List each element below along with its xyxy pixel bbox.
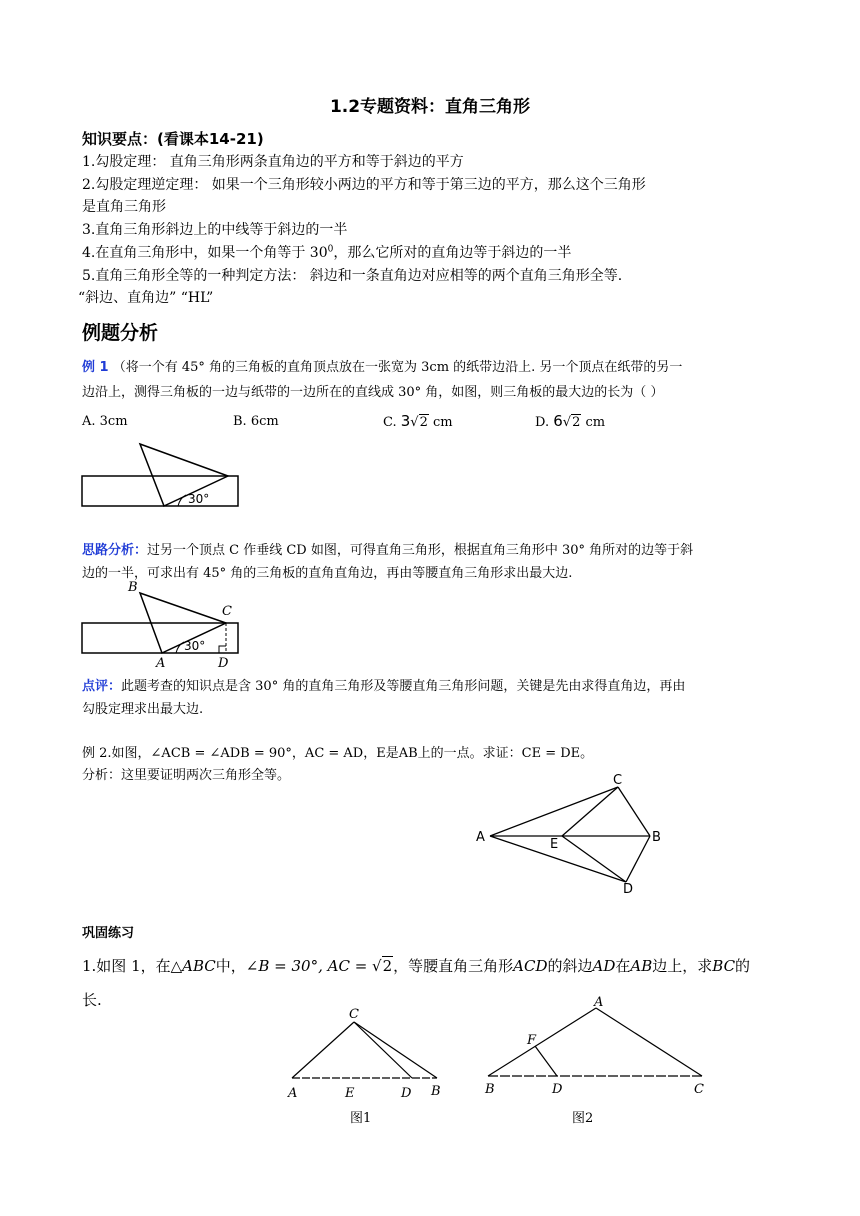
option-c-radicand: 2 bbox=[419, 415, 428, 430]
knowledge-point-4 bbox=[82, 242, 571, 262]
knowledge-point-5a: 5.直角三角形全等的一种判定方法： 斜边和一条直角边对应相等的两个直角三角形全等. bbox=[82, 268, 623, 284]
option-c-unit: cm bbox=[428, 415, 453, 430]
analysis-figure bbox=[76, 575, 246, 671]
figure-1-caption: 图1 bbox=[350, 1111, 372, 1126]
sqrt-symbol: √ bbox=[562, 415, 572, 430]
label-b: B bbox=[652, 830, 661, 845]
option-b: B. 6cm bbox=[233, 414, 279, 429]
label-a: A bbox=[288, 1086, 298, 1101]
label-c: C bbox=[613, 773, 623, 788]
degree-superscript: 0 bbox=[327, 244, 334, 255]
label-b: B bbox=[485, 1082, 495, 1097]
segment-fd bbox=[535, 1046, 557, 1076]
practice-figure-1 bbox=[282, 1002, 447, 1102]
knowledge-point-2b: 是直角三角形 bbox=[82, 199, 166, 215]
angle-label: 30° bbox=[184, 639, 206, 653]
q1-ab: AB bbox=[630, 957, 653, 975]
option-d-radicand: 2 bbox=[572, 415, 581, 430]
label-a: A bbox=[476, 830, 485, 845]
option-a: A. 3cm bbox=[82, 414, 128, 429]
label-d: D bbox=[552, 1082, 563, 1097]
analysis-label: 思路分析： bbox=[82, 543, 148, 558]
paper-strip bbox=[82, 476, 238, 506]
q1-ad: AD bbox=[592, 957, 616, 975]
q1-condition: ∠B = 30°, AC = bbox=[245, 957, 373, 975]
option-d-prefix: D. bbox=[535, 415, 554, 430]
page-title: 1.2专题资料：直角三角形 bbox=[329, 97, 531, 117]
option-c-prefix: C. bbox=[383, 415, 401, 430]
comment-text-a: 此题考查的知识点是含 30° 角的直角三角形及等腰直角三角形问题，关键是先由求得直角边，再由 bbox=[121, 679, 686, 694]
analysis-line-a bbox=[82, 539, 693, 558]
label-e: E bbox=[550, 837, 559, 852]
knowledge-point-4-a: 4.在直角三角形中，如果一个角等于 30 bbox=[82, 245, 328, 261]
practice-q1 bbox=[82, 955, 750, 976]
q1-bc: BC bbox=[712, 957, 736, 975]
label-d: D bbox=[623, 882, 634, 897]
option-d-coef: 6 bbox=[553, 412, 563, 430]
label-f: F bbox=[527, 1033, 537, 1048]
comment-line-a bbox=[82, 675, 685, 694]
example1-text-a: （将一个有 45° 角的三角板的直角顶点放在一张宽为 3cm 的纸带边沿上. 另一个顶点在纸带的另一 bbox=[108, 360, 683, 375]
label-a: A bbox=[156, 656, 166, 671]
sqrt-symbol: √ bbox=[410, 415, 419, 430]
example1-line-a bbox=[82, 356, 682, 375]
segment-ac bbox=[292, 1022, 354, 1078]
q1-triangle: △ABC bbox=[170, 957, 216, 975]
label-c: C bbox=[349, 1007, 359, 1022]
practice-q1-end: 长. bbox=[82, 991, 102, 1009]
knowledge-point-1: 1.勾股定理： 直角三角形两条直角边的平方和等于斜边的平方 bbox=[82, 154, 464, 170]
option-c-coef: 3 bbox=[400, 412, 411, 430]
q1-text-d: 的斜边 bbox=[547, 957, 593, 975]
segment-cb bbox=[354, 1022, 437, 1078]
segment-ac bbox=[596, 1008, 702, 1076]
q1-acd: ACD bbox=[513, 957, 548, 975]
q1-text-f: 边上，求 bbox=[652, 957, 713, 975]
segment-ac bbox=[490, 787, 618, 836]
segment-cb bbox=[618, 787, 650, 836]
option-c bbox=[383, 412, 453, 430]
q1-text-c: ，等腰直角三角形 bbox=[393, 957, 514, 975]
angle-label: 30° bbox=[188, 492, 210, 506]
sqrt-symbol: √ bbox=[372, 957, 382, 975]
option-d-unit: cm bbox=[581, 415, 606, 430]
q1-text-e: 在 bbox=[615, 957, 631, 975]
analysis-text-a: 过另一个顶点 C 作垂线 CD 如图，可得直角三角形，根据直角三角形中 30° 角所对的边等于斜 bbox=[147, 543, 694, 558]
example1-label: 例 1 bbox=[82, 360, 109, 375]
label-a: A bbox=[594, 995, 604, 1010]
label-d: D bbox=[401, 1086, 412, 1101]
knowledge-point-2a: 2.勾股定理逆定理： 如果一个三角形较小两边的平方和等于第三边的平方，那么这个三角形 bbox=[82, 177, 646, 193]
option-d bbox=[535, 412, 605, 430]
example2-analysis: 分析：这里要证明两次三角形全等。 bbox=[82, 768, 291, 783]
knowledge-point-3: 3.直角三角形斜边上的中线等于斜边的一半 bbox=[82, 222, 348, 238]
label-d: D bbox=[218, 656, 229, 671]
comment-label: 点评： bbox=[82, 679, 122, 694]
right-angle-mark bbox=[219, 646, 226, 653]
q1-text-g: 的 bbox=[735, 957, 751, 975]
label-c: C bbox=[694, 1082, 704, 1097]
knowledge-point-5b: “斜边、直角边” “HL” bbox=[78, 290, 214, 306]
q1-text-b: 中， bbox=[215, 957, 246, 975]
q1-radicand: 2 bbox=[382, 957, 393, 975]
label-b: B bbox=[431, 1084, 441, 1099]
example2-text: 例 2.如图，∠ACB = ∠ADB = 90°，AC = AD，E是AB上的一点。求证：CE = DE。 bbox=[82, 746, 594, 761]
example2-figure bbox=[470, 770, 670, 898]
segment-ed bbox=[562, 836, 626, 882]
figure-2-caption: 图2 bbox=[572, 1111, 594, 1126]
segment-cd bbox=[354, 1022, 412, 1078]
example1-text-b: 边沿上，测得三角板的一边与纸带的一边所在的直线成 30° 角，如图，则三角板的最大边的长为（ ） bbox=[82, 385, 664, 400]
section-title: 例题分析 bbox=[82, 322, 159, 344]
segment-db bbox=[626, 836, 650, 882]
label-b: B bbox=[128, 580, 138, 595]
practice-figure-2 bbox=[480, 994, 710, 1098]
comment-text-b: 勾股定理求出最大边. bbox=[82, 702, 204, 717]
q1-text-a: 1.如图 1，在 bbox=[82, 957, 171, 975]
knowledge-heading: 知识要点：(看课本14-21) bbox=[82, 130, 264, 148]
analysis-text-b: 边的一半，可求出有 45° 角的三角板的直角直角边，再由等腰直角三角形求出最大边. bbox=[82, 566, 573, 581]
label-e: E bbox=[345, 1086, 355, 1101]
segment-ec bbox=[562, 787, 618, 836]
segment-ba bbox=[488, 1008, 596, 1076]
practice-heading: 巩固练习 bbox=[82, 926, 135, 941]
label-c: C bbox=[222, 604, 232, 619]
knowledge-point-4-b: ，那么它所对的直角边等于斜边的一半 bbox=[333, 245, 572, 261]
example1-figure bbox=[78, 438, 248, 512]
